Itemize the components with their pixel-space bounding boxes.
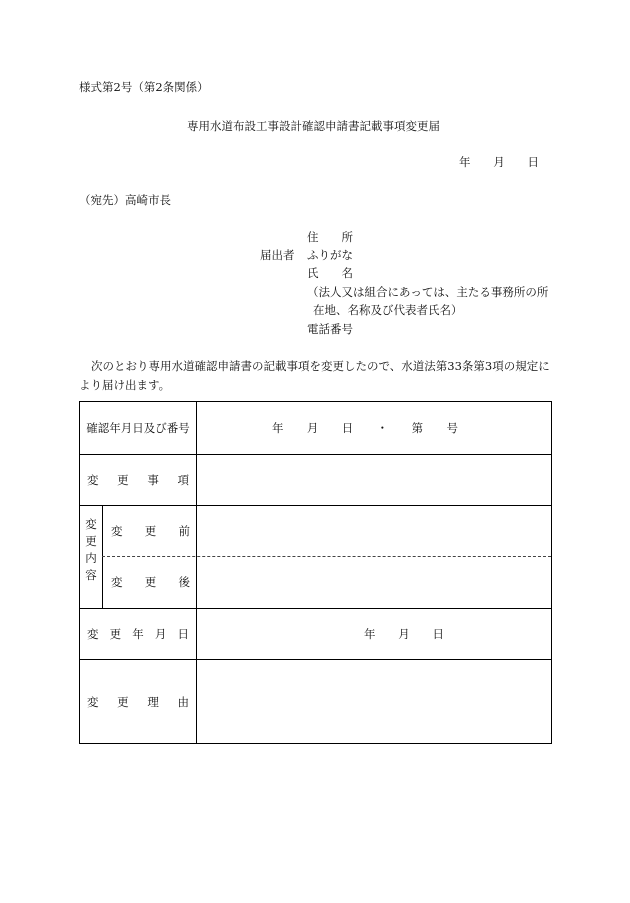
applicant-label: 届出者	[260, 248, 295, 262]
furigana-label: ふりがな	[307, 248, 353, 262]
change-item-label: 変 更 事 項	[87, 472, 189, 487]
name-label: 氏 名	[307, 266, 353, 280]
after-change-field[interactable]	[197, 556, 551, 608]
before-change-field[interactable]	[197, 505, 551, 556]
date-year: 年	[459, 155, 471, 169]
confirmation-date-number-label: 確認年月日及び番号	[86, 421, 190, 435]
confirmation-date-number-field[interactable]: 年 月 日 ・ 第 号	[272, 421, 458, 435]
body-text-line1: 次のとおり専用水道確認申請書の記載事項を変更したので、水道法第33条第3項の規定に	[91, 359, 550, 373]
after-change-label: 変 更 後	[111, 575, 190, 589]
change-date-label: 変 更 年 月 日	[87, 626, 189, 641]
phone-label: 電話番号	[307, 322, 353, 336]
addressee: （宛先）高崎市長	[79, 193, 171, 207]
change-date-field[interactable]: 年 月 日	[364, 626, 444, 641]
applicant-note-line2: 在地、名称及び代表者氏名）	[313, 303, 463, 317]
change-item-field[interactable]	[197, 454, 551, 505]
form-table	[79, 401, 552, 744]
submission-date	[459, 157, 539, 169]
form-number: 様式第2号（第2条関係）	[79, 80, 209, 94]
before-change-label: 変 更 前	[111, 523, 190, 538]
document-title: 専用水道布設工事設計確認申請書記載事項変更届	[187, 119, 440, 133]
change-reason-field[interactable]	[197, 659, 551, 744]
body-text-line2: より届け出ます。	[79, 378, 171, 392]
address-label: 住 所	[307, 230, 353, 244]
applicant-note-line1: （法人又は組合にあっては、主たる事務所の所	[307, 285, 549, 299]
date-month: 月	[493, 155, 505, 169]
change-reason-label: 変 更 理 由	[87, 694, 189, 709]
change-content-group-label: 変 更 内 容	[85, 517, 97, 582]
date-day: 日	[527, 155, 539, 169]
